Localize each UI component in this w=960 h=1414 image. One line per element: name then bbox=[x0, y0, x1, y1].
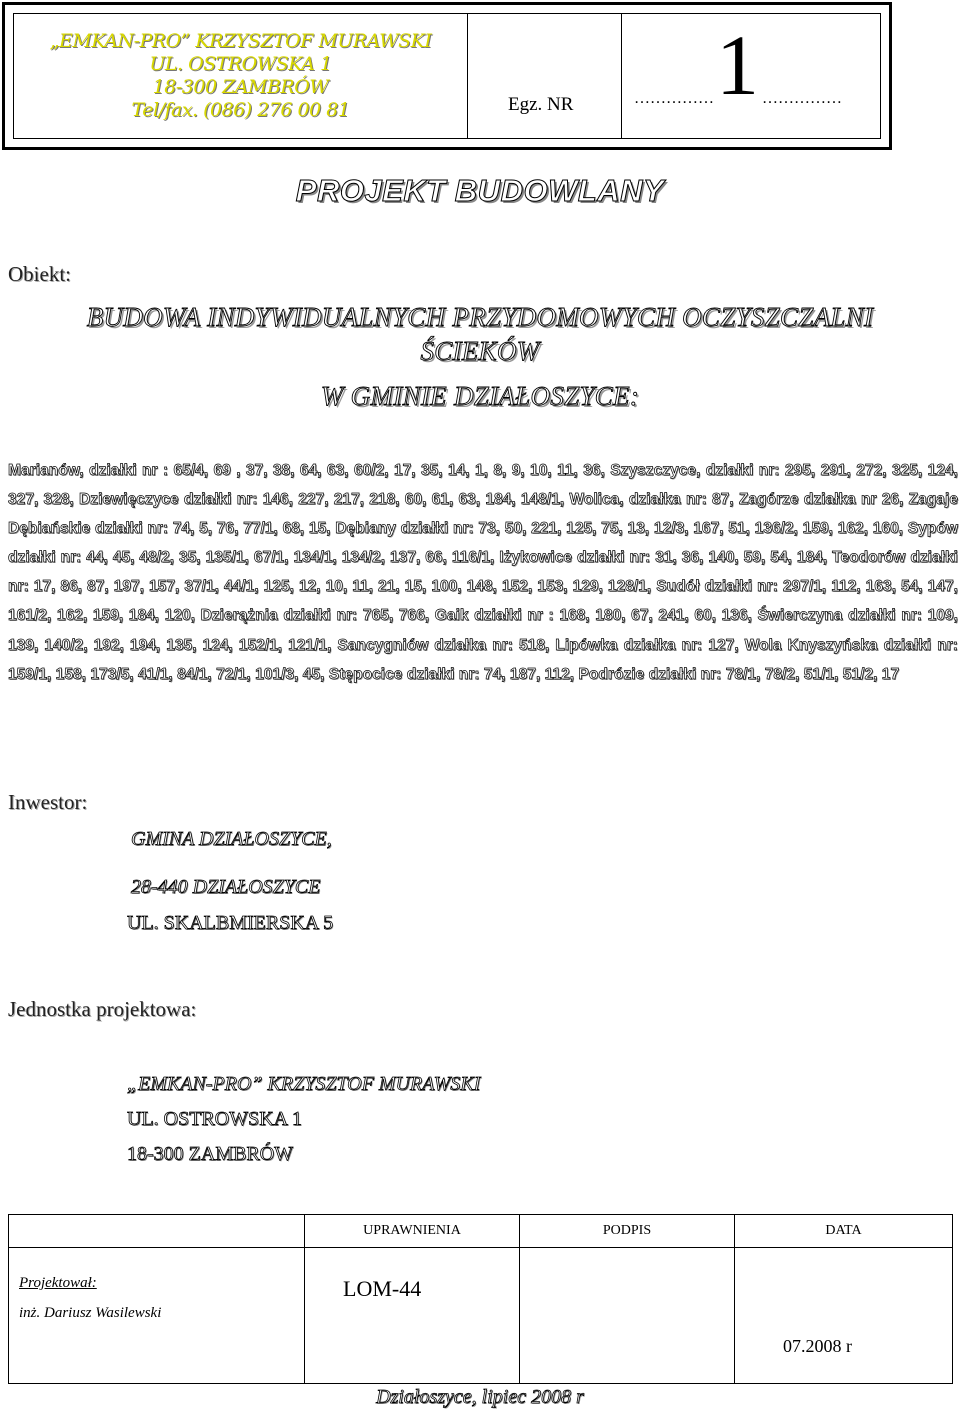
license-cell bbox=[305, 1248, 520, 1384]
table-corner-cell bbox=[9, 1215, 305, 1248]
object-title-line2: ŚCIEKÓW bbox=[420, 336, 540, 366]
investor-label: Inwestor: bbox=[8, 790, 88, 814]
object-title-line1: BUDOWA INDYWIDUALNYCH PRZYDOMOWYCH OCZYSZCZALNI bbox=[86, 302, 874, 332]
place-date-footer: Działoszyce, lipiec 2008 r bbox=[376, 1386, 584, 1408]
investor-street: UL. SKALBMIERSKA 5 bbox=[127, 912, 334, 934]
signature-table bbox=[8, 1214, 953, 1384]
designer-name: inż. Dariusz Wasilewski bbox=[19, 1305, 162, 1321]
date-cell bbox=[735, 1248, 953, 1384]
investor-postal: 28-440 DZIAŁOSZYCE bbox=[131, 876, 321, 898]
header-box bbox=[2, 2, 892, 150]
copy-number: 1 bbox=[716, 17, 759, 113]
header-date: DATA bbox=[735, 1215, 953, 1248]
company-stamp bbox=[14, 14, 468, 138]
company-name: „EMKAN-PRO” KRZYSZTOF MURAWSKI bbox=[49, 30, 432, 52]
designer-cell bbox=[9, 1248, 305, 1384]
design-unit-label: Jednostka projektowa: bbox=[8, 997, 197, 1021]
design-unit-street: UL. OSTROWSKA 1 bbox=[127, 1108, 303, 1130]
copy-label-cell bbox=[468, 14, 622, 138]
designer-role: Projektował: bbox=[19, 1275, 97, 1291]
parcel-list: Marianów, działki nr : 65/4, 69 , 37, 38, 64, 63, 60/2, 17, 35, 14, 1, 8, 9, 10, 11, 36, Szyszczyce, działki nr: 295, 291, 272, 325, 124, 327, 328, Dziewięczyce działki nr: 146, 227, 217, 218, 60, 61, 63, 184, 148/1, Wolica, działka nr: 87, Zagórze działka nr 26, Zagaje Dębiańskie działki nr: 74, 5, 76, 77/1, 68, 15, Dębiany działki nr: 73, 50, 221, 125, 75, 13, 12/3, 167, 51, 136/2, 159, 162, 160, Sypów działki nr: 44, 45, 48/2, 35, 135/1, 67/1, 134/1, 134/2, 137, 66, 116/1, Iżykowice działki nr: 31, 36, 140, 59, 54, 184, Teodorów działki nr: 17, 86, 87, 197, 157, 37/1, 44/1, 125, 12, 10, 11, 21, 15, 100, 148, 152, 153, 129, 128/1, Sudół działki nr: 297/1, 112, 163, 54, 147, 161/2, 162, 159, 184, 120, Dzierążnia działki nr: 765, 766, Gaik działki nr : 168, 180, 67, 241, 60, 136, Świerczyna działki nr: 109, 139, 140/2, 192, 194, 135, 124, 152/1, 121/1, Sancygniów działka nr: 518, Lipówka działka nr: 127, Wola Knyszyńska działki nr: 159/1, 158, 173/5, 41/1, 84/1, 72/1, 101/3, 45, Stępocice działki nr: 74, 187, 112, Podrózie działki nr: 78/1, 78/2, 51/1, 51/2, 17 bbox=[8, 462, 958, 683]
dots-left: …………… bbox=[634, 90, 714, 107]
signature-cell bbox=[520, 1248, 735, 1384]
document-title: PROJEKT BUDOWLANY bbox=[295, 173, 665, 208]
object-title-line3: W GMINIE DZIAŁOSZYCE: bbox=[320, 381, 640, 411]
date-value: 07.2008 r bbox=[783, 1336, 852, 1356]
company-street: UL. OSTROWSKA 1 bbox=[149, 53, 332, 75]
company-city: 18-300 ZAMBRÓW bbox=[152, 76, 329, 98]
company-phone: Tel/fax. (086) 276 00 81 bbox=[131, 99, 350, 121]
header-signature: PODPIS bbox=[520, 1215, 735, 1248]
copy-label: Egz. NR bbox=[508, 94, 574, 115]
header-inner bbox=[13, 13, 881, 139]
design-unit-city: 18-300 ZAMBRÓW bbox=[127, 1143, 294, 1165]
license-number: LOM-44 bbox=[343, 1276, 422, 1301]
investor-name: GMINA DZIAŁOSZYCE, bbox=[131, 828, 332, 850]
dots-right: …………… bbox=[762, 90, 842, 107]
copy-number-cell bbox=[622, 14, 880, 138]
object-label: Obiekt: bbox=[8, 262, 71, 286]
design-unit-name: „EMKAN-PRO” KRZYSZTOF MURAWSKI bbox=[127, 1073, 481, 1095]
header-license: UPRAWNIENIA bbox=[305, 1215, 520, 1248]
